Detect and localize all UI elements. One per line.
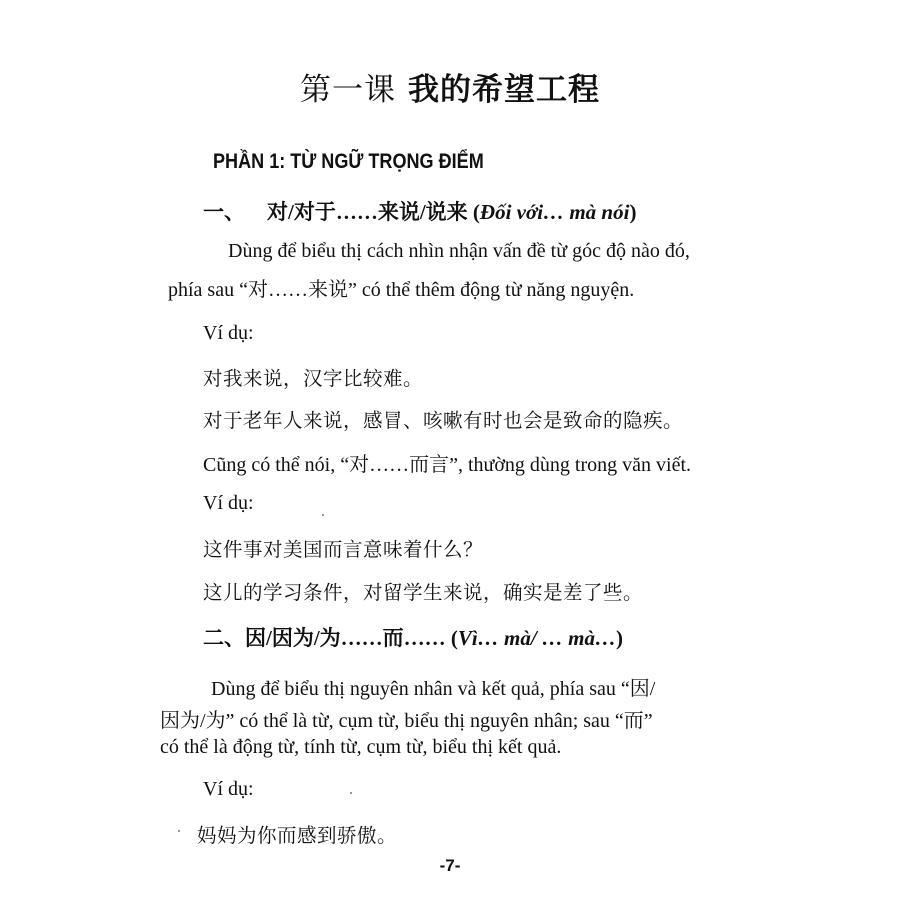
section-2-gloss-close: )	[616, 626, 624, 650]
scan-speck	[322, 514, 324, 516]
section-2-example-label-1: Ví dụ:	[203, 778, 254, 800]
section-1-example-2: 对于老年人来说，感冒、咳嗽有时也会是致命的隐疾。	[203, 411, 684, 432]
section-2-explanation-line-2: 因为/为” có thể là từ, cụm từ, biểu thị nguyên nhân; sau “而”	[160, 710, 653, 732]
lesson-name: 我的希望工程	[408, 72, 600, 107]
section-2-heading	[203, 622, 623, 652]
section-2-gloss: Vì… mà/ … mà…	[457, 626, 617, 650]
section-1-explanation-line-1: Dùng để biểu thị cách nhìn nhận vấn đề từ góc độ nào đó,	[228, 240, 690, 262]
section-1-explanation-line-2: phía sau “对……来说” có thể thêm động từ năng nguyện.	[168, 279, 635, 301]
section-1-number: 一、	[203, 200, 245, 224]
section-1-example-label-2: Ví dụ:	[203, 492, 254, 514]
section-1-heading	[203, 196, 636, 226]
section-2-example-1: 妈妈为你而感到骄傲。	[197, 826, 398, 847]
section-1-note: Cũng có thể nói, “对……而言”, thường dùng trong văn viết.	[203, 454, 692, 476]
section-1-gloss-close: )	[629, 200, 637, 224]
section-1-gloss: Đối với… mà nói	[479, 200, 630, 224]
section-2-gloss-open: (	[450, 626, 458, 650]
section-2-explanation-line-1: Dùng để biểu thị nguyên nhân và kết quả, phía sau “因/	[211, 678, 656, 700]
section-2-pattern: 因/因为/为……而……	[245, 626, 446, 650]
page-number: -7-	[439, 856, 461, 875]
section-2-explanation-line-3: có thể là động từ, tính từ, cụm từ, biểu thị kết quả.	[160, 736, 562, 758]
part-heading: PHẦN 1: TỪ NGỮ TRỌNG ĐIỂM	[213, 150, 484, 173]
section-1-example-4: 这儿的学习条件，对留学生来说，确实是差了些。	[203, 583, 644, 604]
lesson-number: 第一课	[300, 72, 396, 107]
section-1-example-label-1: Ví dụ:	[203, 322, 254, 344]
section-1-gloss-open: (	[472, 200, 480, 224]
scan-speck	[178, 830, 180, 832]
section-1-example-3: 这件事对美国而言意味着什么？	[203, 540, 484, 561]
section-1-example-1: 对我来说，汉字比较难。	[203, 369, 424, 390]
scan-speck	[350, 792, 352, 794]
section-2-number: 二、	[203, 626, 245, 650]
section-1-pattern: 对/对于……来说/说来	[267, 200, 468, 224]
lesson-title	[0, 64, 900, 109]
